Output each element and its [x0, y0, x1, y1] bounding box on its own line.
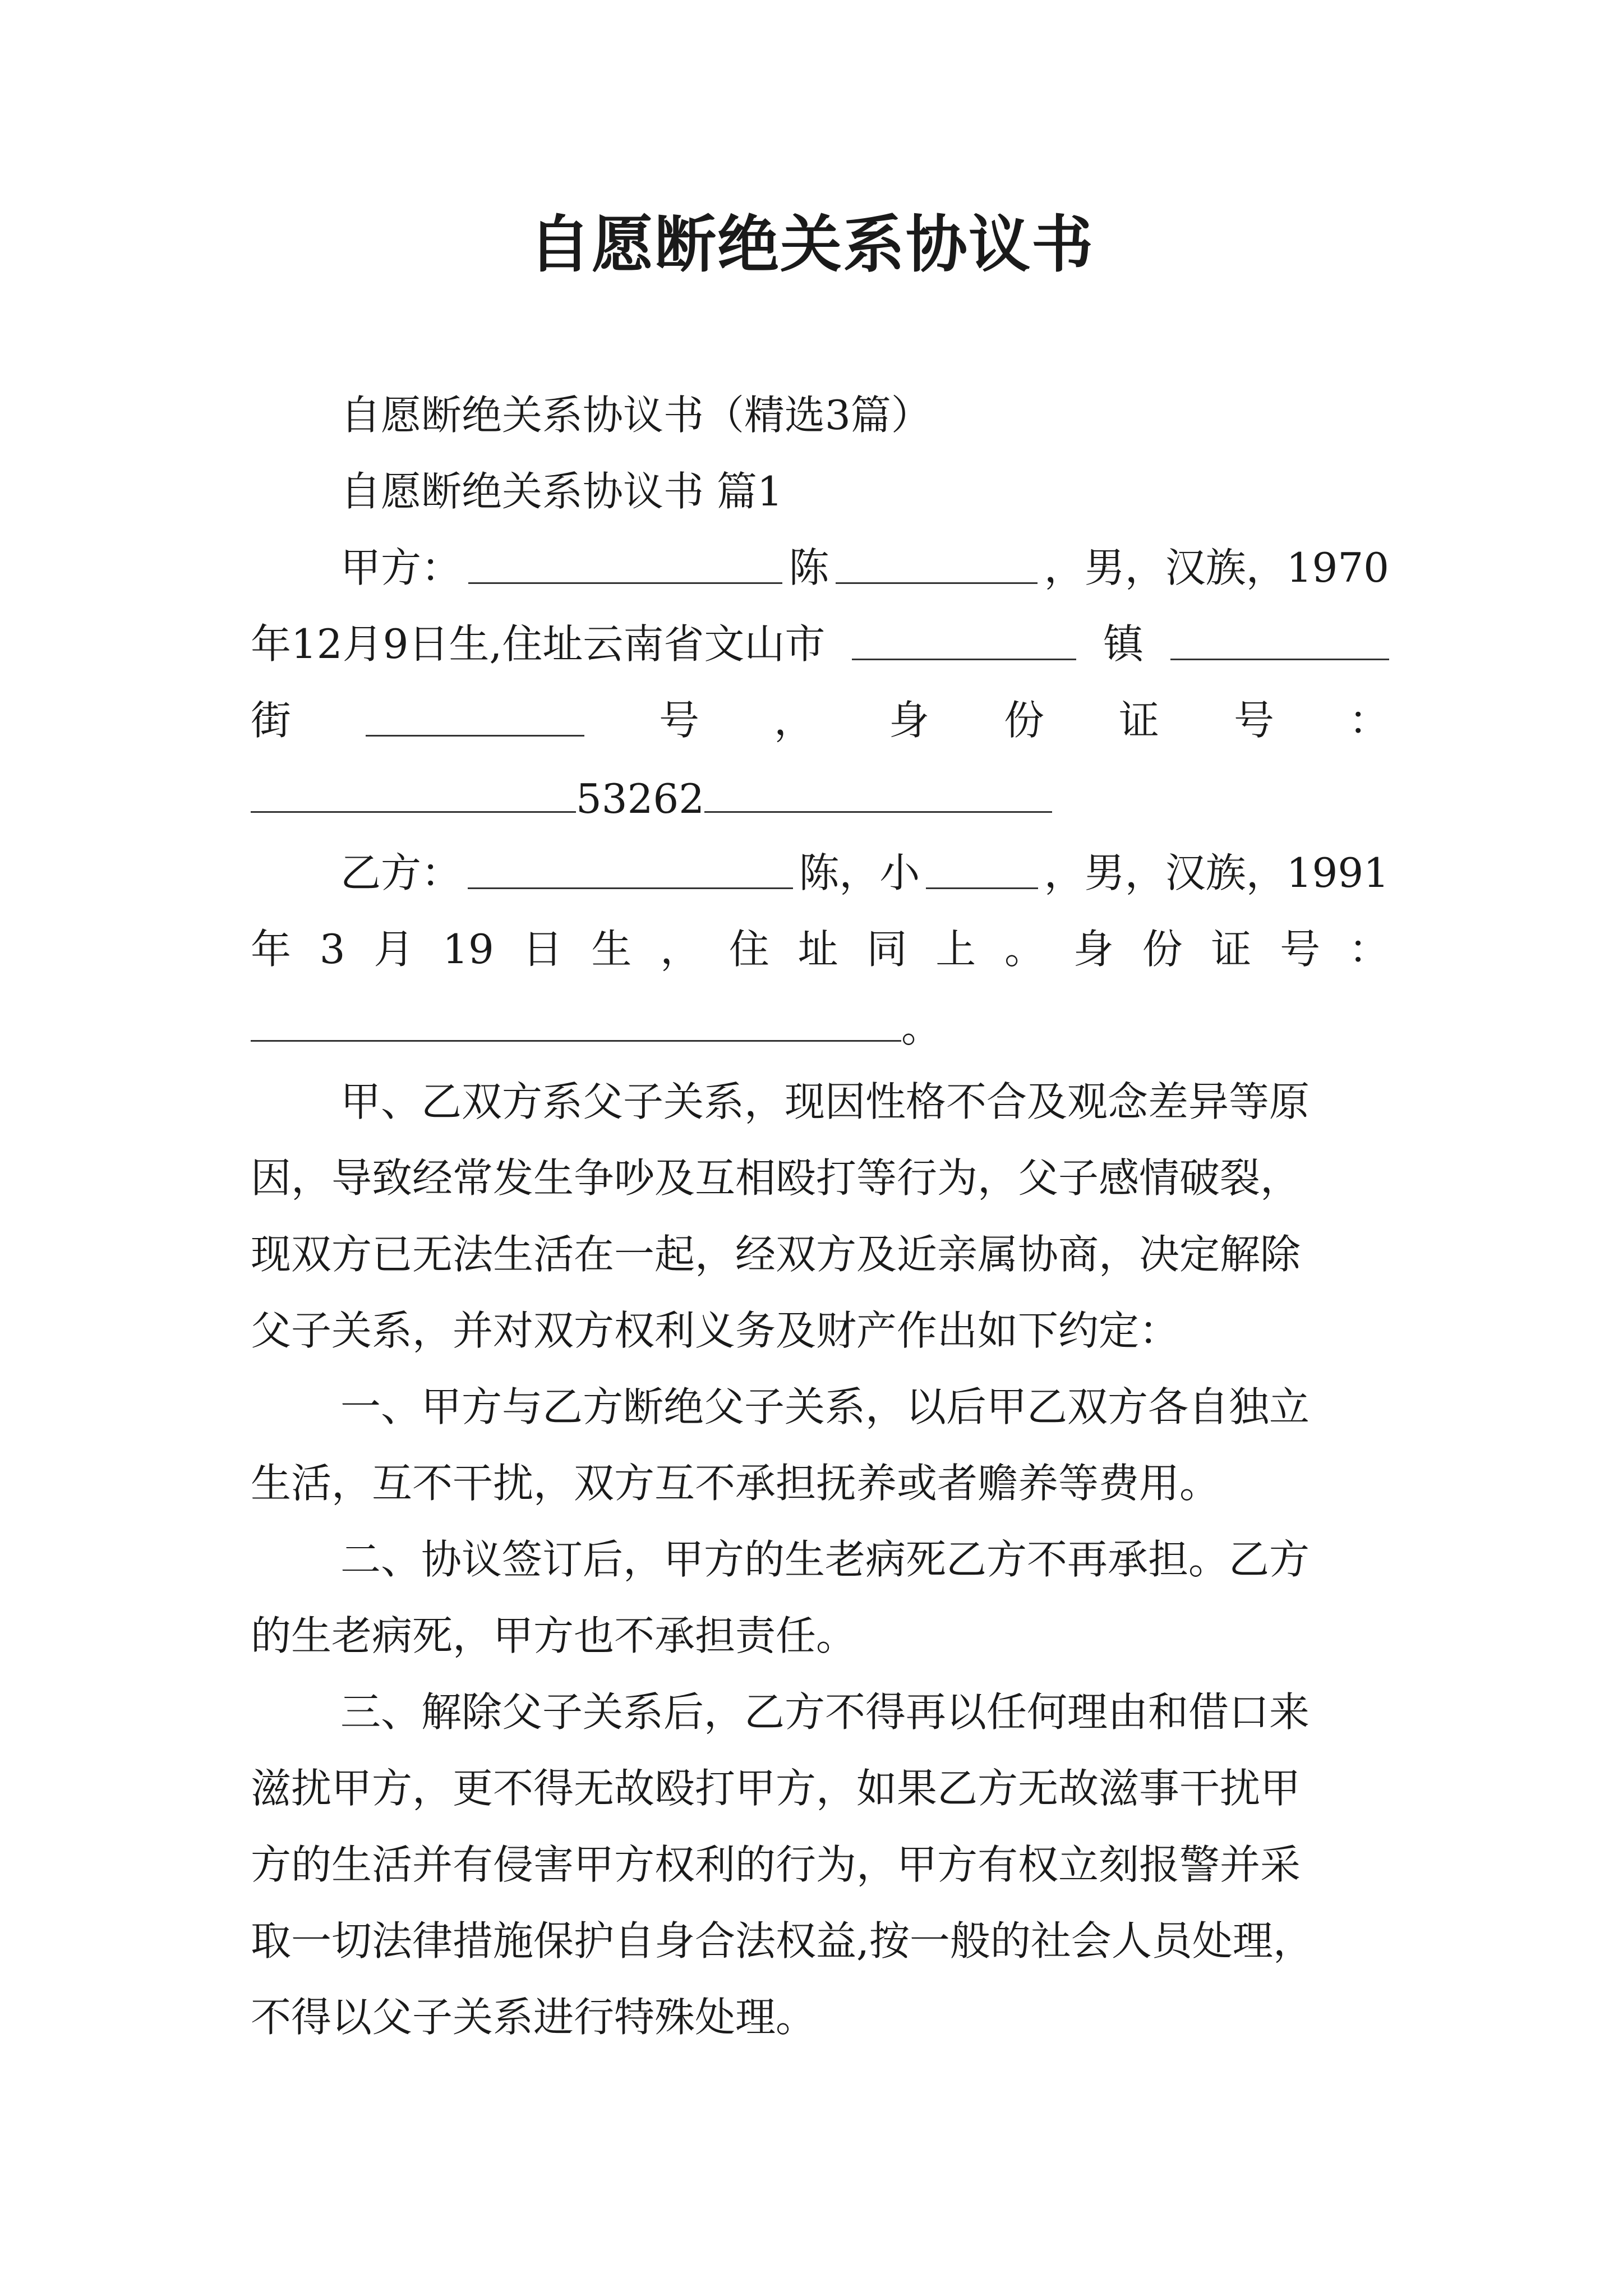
char: 住 [728, 926, 769, 973]
char: 。 [1004, 926, 1045, 973]
document-title: 自愿断绝关系协议书 [529, 208, 1094, 280]
char: 同 [866, 926, 907, 973]
blank-field[interactable] [468, 540, 782, 584]
paragraph-line: 一、甲方与乙方断绝父子关系，以后甲乙双方各自独立 [340, 1383, 1310, 1430]
party-b-line-1 [340, 845, 1389, 901]
section-heading: 自愿断绝关系协议书 篇1 [340, 468, 783, 515]
paragraph-line: 滋扰甲方，更不得无故殴打甲方，如果乙方无故滋事干扰甲 [251, 1765, 1301, 1812]
char: 上 [935, 926, 976, 973]
char: 号 [1233, 697, 1274, 744]
char: 生 [591, 926, 632, 973]
party-a-line-2 [251, 616, 1389, 672]
party-a-line-1 [340, 540, 1389, 596]
party-b-tail: ，男，汉族，1991 [1044, 849, 1389, 896]
paragraph-line: 生活，互不干扰，双方互不承担抚养或者赡养等费用。 [251, 1460, 1220, 1507]
party-b-id-line [251, 997, 1389, 1053]
blank-field[interactable] [251, 997, 901, 1042]
party-a-town: 镇 [1103, 620, 1144, 668]
subtitle: 自愿断绝关系协议书（精选3篇） [340, 392, 932, 439]
char: 证 [1118, 697, 1159, 744]
char: ， [660, 926, 701, 973]
paragraph-line: 现双方已无法生活在一起，经双方及近亲属协商，决定解除 [251, 1231, 1301, 1278]
paragraph-line: 二、协议签订后，甲方的生老病死乙方不再承担。乙方 [340, 1536, 1310, 1583]
char: ， [773, 697, 814, 744]
party-a-label: 甲方： [340, 544, 462, 591]
blank-field[interactable] [836, 540, 1038, 584]
paragraph-line: 取一切法律措施保护自身合法权益,按一般的社会人员处理， [251, 1917, 1313, 1964]
paragraph-line: 的生老病死，甲方也不承担责任。 [251, 1612, 857, 1659]
party-a-id-line [251, 769, 1389, 825]
char: 号 [658, 697, 699, 744]
char: 。 [901, 1004, 942, 1051]
party-b-line-2 [251, 921, 1389, 977]
party-a-id-value: 53262 [576, 775, 705, 822]
char: 日 [522, 926, 563, 973]
blank-field[interactable] [366, 692, 584, 737]
char: 身 [888, 697, 929, 744]
blank-field[interactable] [704, 769, 1052, 813]
paragraph-line: 因，导致经常发生争吵及互相殴打等行为，父子感情破裂， [251, 1154, 1301, 1202]
party-a-name: 陈 [789, 544, 829, 591]
char: 份 [1003, 697, 1044, 744]
party-b-name: 陈，小 [799, 849, 920, 896]
party-a-line-3 [251, 692, 1389, 748]
char: ： [1348, 926, 1389, 973]
blank-field[interactable] [251, 769, 576, 813]
paragraph-line: 父子关系，并对双方权利义务及财产作出如下约定： [251, 1307, 1180, 1354]
char: ： [1348, 697, 1389, 744]
party-a-birth-address: 年12月9日生,住址云南省文山市 [251, 620, 826, 668]
char: 街 [251, 697, 292, 744]
party-a-tail: ，男，汉族，1970 [1044, 544, 1389, 591]
char: 身 [1073, 926, 1114, 973]
blank-field[interactable] [926, 845, 1038, 889]
char: 址 [797, 926, 838, 973]
char: 号 [1280, 926, 1321, 973]
blank-field[interactable] [852, 616, 1076, 660]
char: 年 [251, 926, 292, 973]
blank-field[interactable] [1170, 616, 1389, 660]
paragraph-line: 甲、乙双方系父子关系，现因性格不合及观念差异等原 [340, 1078, 1310, 1125]
char: 证 [1211, 926, 1252, 973]
char: 份 [1142, 926, 1183, 973]
paragraph-line: 不得以父子关系进行特殊处理。 [251, 1994, 817, 2041]
party-b-label: 乙方： [340, 849, 462, 896]
char: 19 [442, 926, 494, 973]
char: 月 [374, 926, 414, 973]
paragraph-line: 方的生活并有侵害甲方权利的行为，甲方有权立刻报警并采 [251, 1841, 1301, 1888]
blank-field[interactable] [468, 845, 793, 889]
char: 3 [319, 926, 345, 973]
paragraph-line: 三、解除父子关系后，乙方不得再以任何理由和借口来 [340, 1688, 1310, 1736]
